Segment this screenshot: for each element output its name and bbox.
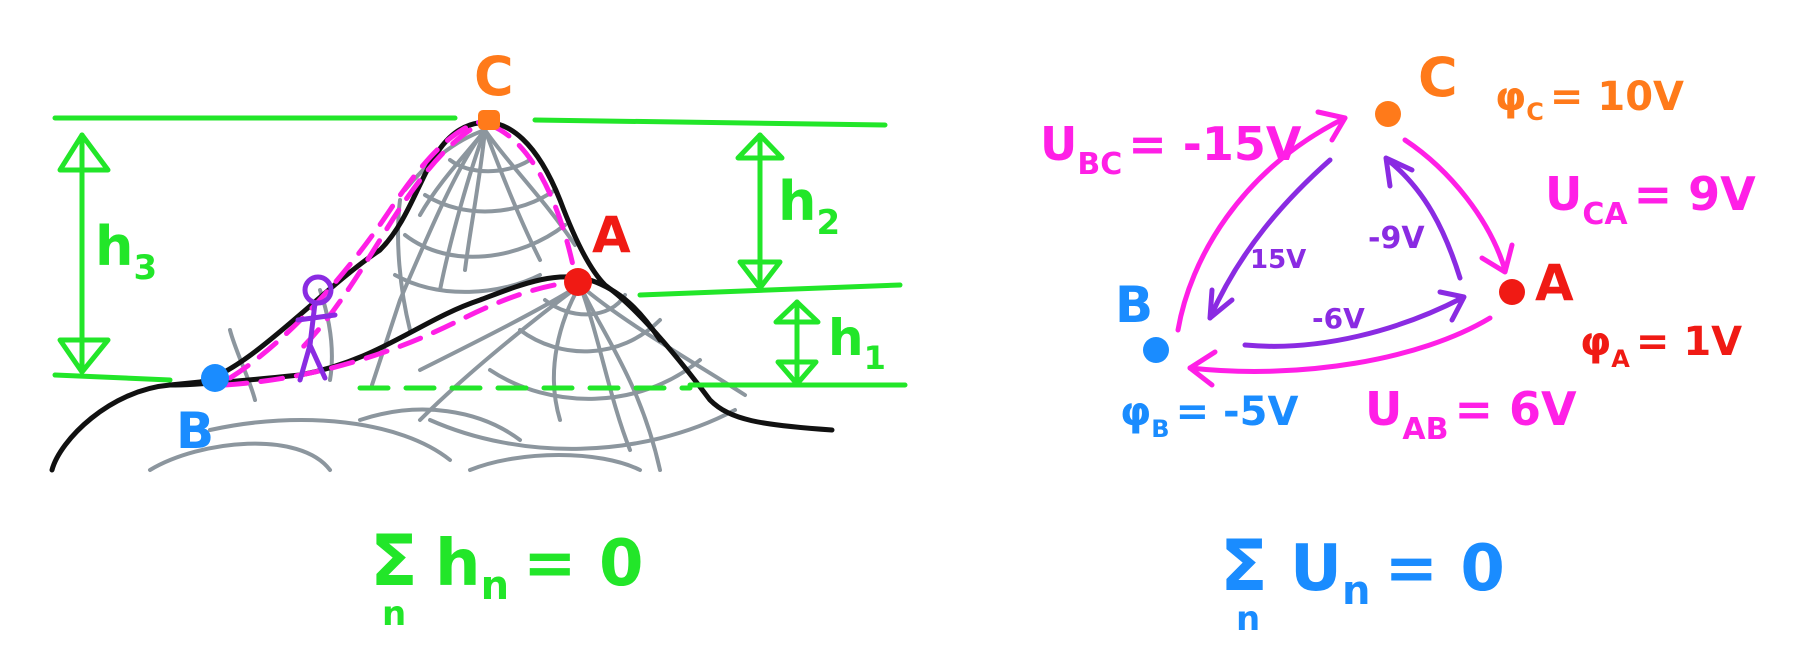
- height-sum-sigma: Σ: [370, 520, 418, 602]
- voltage-sum-formula: [1220, 525, 1505, 639]
- voltage-sum-index: n: [1236, 599, 1261, 639]
- node-b-label: B: [1115, 276, 1154, 334]
- phi-c-label: $\varphi_C = 10V$: [1495, 74, 1684, 126]
- inner-ca-label: -9V: [1368, 221, 1425, 256]
- u-ca-label: $U_{CA} = 9V$: [1545, 167, 1756, 232]
- point-b-label: B: [176, 402, 215, 460]
- voltage-sum-sigma: Σ: [1220, 525, 1268, 607]
- bottom-level-line-left: [55, 375, 170, 380]
- phi-a-label: $\varphi_A = 1V$: [1580, 319, 1743, 373]
- inner-ab-label: -6V: [1312, 302, 1365, 335]
- point-a-marker: [564, 268, 592, 296]
- point-b-marker: [201, 364, 229, 392]
- h1-label: $h_1$: [828, 309, 886, 377]
- mountain-panel: [52, 45, 905, 634]
- node-b-dot: [1143, 337, 1169, 363]
- point-a-label: A: [592, 206, 631, 264]
- h2-arrow: [738, 135, 782, 288]
- voltage-panel: [1040, 46, 1756, 639]
- top-level-line-right: [535, 120, 885, 125]
- node-c-label: C: [1418, 46, 1458, 109]
- point-c-label: C: [474, 45, 514, 108]
- u-bc-label: $U_{BC} = -15V$: [1040, 117, 1302, 182]
- voltage-sum-expression: $U_n = 0$: [1290, 532, 1505, 614]
- inner-bc-label: 15V: [1250, 245, 1307, 275]
- h1-arrow: [776, 302, 818, 384]
- height-sum-formula: [370, 520, 643, 634]
- node-c-dot: [1375, 101, 1401, 127]
- node-a-dot: [1499, 279, 1525, 305]
- u-ab-label: $U_{AB} = 6V$: [1365, 382, 1577, 447]
- height-sum-expression: $h_n = 0$: [435, 527, 644, 609]
- h3-label: $h_3$: [95, 215, 158, 288]
- arrow-inner-cb: [1210, 160, 1330, 318]
- mountain-contour-lines: [150, 130, 745, 470]
- h2-label: $h_2$: [778, 170, 841, 243]
- node-a-label: A: [1535, 254, 1574, 312]
- point-c-marker: [478, 110, 500, 130]
- height-sum-index: n: [382, 594, 407, 634]
- middle-level-line: [640, 285, 900, 295]
- phi-b-label: $\varphi_B = -5V$: [1120, 389, 1299, 443]
